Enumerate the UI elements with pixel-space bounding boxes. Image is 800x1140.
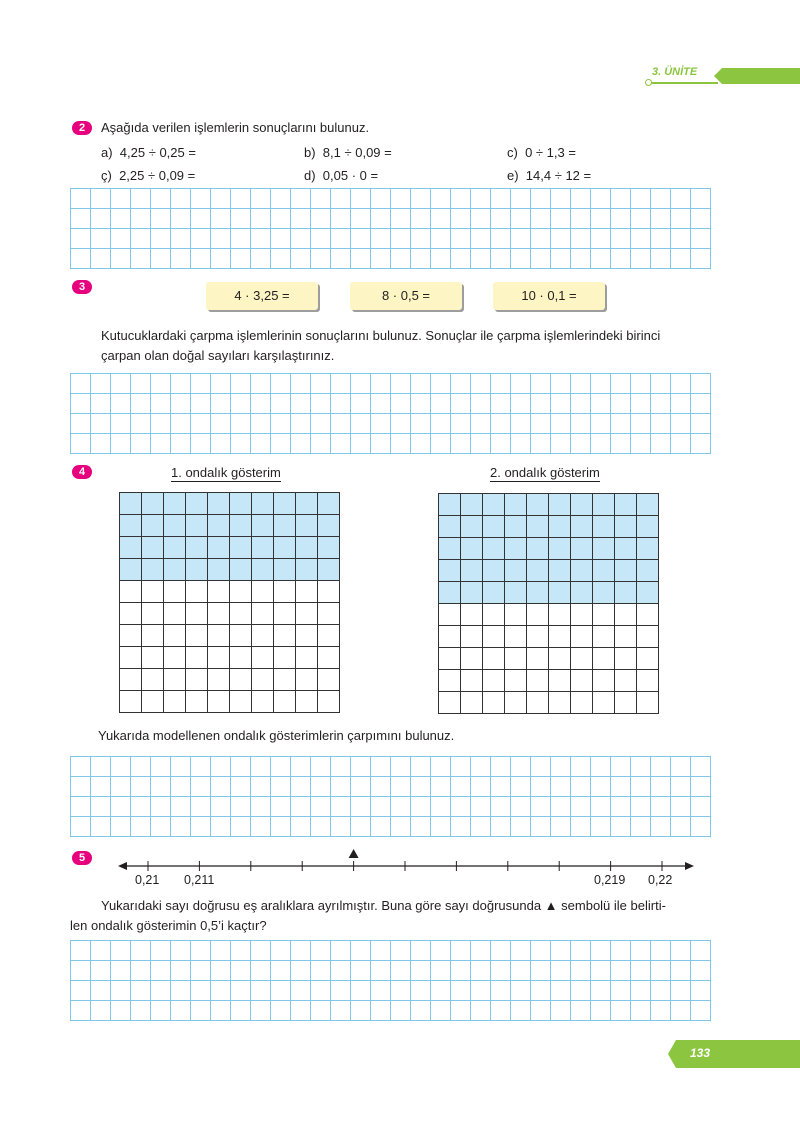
shaded-cell (615, 494, 637, 516)
empty-cell (615, 626, 637, 648)
empty-cell (142, 669, 164, 691)
empty-cell (296, 603, 318, 625)
answer-grid-q4[interactable] (70, 756, 711, 837)
shaded-cell (120, 493, 142, 515)
item-expression: 4,25 ÷ 0,25 = (119, 145, 196, 160)
empty-cell (120, 647, 142, 669)
shaded-cell (142, 515, 164, 537)
shaded-cell (296, 559, 318, 581)
shaded-cell (120, 515, 142, 537)
empty-cell (527, 626, 549, 648)
empty-cell (230, 647, 252, 669)
empty-cell (274, 669, 296, 691)
shaded-cell (615, 516, 637, 538)
empty-cell (615, 692, 637, 714)
shaded-cell (120, 559, 142, 581)
empty-cell (461, 692, 483, 714)
question-2-prompt: Aşağıda verilen işlemlerin sonuçlarını bulunuz. (101, 120, 370, 135)
empty-cell (571, 670, 593, 692)
item-expression: 0,05 · 0 = (322, 168, 379, 183)
triangle-marker-icon (349, 849, 359, 858)
item-expression: 2,25 ÷ 0,09 = (119, 168, 196, 183)
empty-cell (549, 670, 571, 692)
shaded-cell (637, 494, 659, 516)
empty-cell (120, 669, 142, 691)
empty-cell (593, 670, 615, 692)
shaded-cell (274, 493, 296, 515)
empty-cell (274, 691, 296, 713)
shaded-cell (208, 515, 230, 537)
shaded-cell (549, 538, 571, 560)
shaded-cell (549, 560, 571, 582)
shaded-cell (230, 493, 252, 515)
unit-dot-icon (645, 79, 652, 86)
empty-cell (637, 692, 659, 714)
answer-grid-q5[interactable] (70, 940, 711, 1021)
empty-cell (571, 648, 593, 670)
item-expression: 14,4 ÷ 12 = (525, 168, 592, 183)
empty-cell (120, 625, 142, 647)
empty-cell (164, 669, 186, 691)
empty-cell (571, 604, 593, 626)
question-5-text-line2: len ondalık gösterimin 0,5’i kaçtır? (70, 918, 267, 933)
shaded-cell (252, 559, 274, 581)
shaded-cell (439, 494, 461, 516)
shaded-cell (505, 582, 527, 604)
q2-item-d (304, 166, 378, 186)
q2-item-b (304, 143, 392, 163)
shaded-cell (186, 537, 208, 559)
empty-cell (637, 626, 659, 648)
empty-cell (208, 691, 230, 713)
empty-cell (142, 625, 164, 647)
shaded-cell (252, 493, 274, 515)
shaded-cell (571, 582, 593, 604)
unit-line (648, 82, 718, 84)
empty-cell (142, 581, 164, 603)
shaded-cell (208, 537, 230, 559)
empty-cell (296, 647, 318, 669)
question-5-number: 5 (72, 851, 92, 865)
shaded-cell (318, 515, 340, 537)
shaded-cell (483, 538, 505, 560)
shaded-cell (461, 538, 483, 560)
shaded-cell (296, 537, 318, 559)
decimal-model-1 (119, 492, 340, 713)
answer-grid-q2[interactable] (70, 188, 711, 269)
shaded-cell (230, 515, 252, 537)
empty-cell (274, 647, 296, 669)
item-letter: e) (507, 168, 519, 183)
empty-cell (439, 626, 461, 648)
number-line-label-2: 0,219 (594, 873, 626, 887)
number-line-label-1: 0,211 (184, 873, 215, 887)
empty-cell (142, 691, 164, 713)
shaded-cell (439, 560, 461, 582)
empty-cell (527, 692, 549, 714)
empty-cell (571, 626, 593, 648)
empty-cell (186, 625, 208, 647)
empty-cell (461, 604, 483, 626)
shaded-cell (142, 537, 164, 559)
shaded-cell (593, 560, 615, 582)
page-number: 133 (690, 1046, 711, 1060)
shaded-cell (549, 582, 571, 604)
empty-cell (296, 669, 318, 691)
shaded-cell (120, 537, 142, 559)
unit-tab (714, 68, 800, 84)
empty-cell (461, 626, 483, 648)
shaded-cell (527, 494, 549, 516)
empty-cell (549, 626, 571, 648)
empty-cell (120, 603, 142, 625)
shaded-cell (483, 516, 505, 538)
shaded-cell (527, 582, 549, 604)
empty-cell (318, 603, 340, 625)
empty-cell (252, 603, 274, 625)
shaded-cell (615, 538, 637, 560)
shaded-cell (615, 560, 637, 582)
shaded-cell (593, 582, 615, 604)
question-3-number: 3 (72, 280, 92, 294)
empty-cell (208, 647, 230, 669)
empty-cell (164, 625, 186, 647)
empty-cell (593, 626, 615, 648)
shaded-cell (186, 559, 208, 581)
empty-cell (549, 648, 571, 670)
item-letter: c) (507, 145, 518, 160)
shaded-cell (593, 538, 615, 560)
empty-cell (505, 648, 527, 670)
shaded-cell (252, 515, 274, 537)
expression-box-3: 10 · 0,1 = (493, 282, 605, 310)
empty-cell (230, 581, 252, 603)
shaded-cell (637, 582, 659, 604)
empty-cell (296, 625, 318, 647)
shaded-cell (593, 494, 615, 516)
empty-cell (186, 647, 208, 669)
empty-cell (296, 581, 318, 603)
arrow-right-icon (685, 862, 694, 870)
empty-cell (483, 648, 505, 670)
empty-cell (505, 626, 527, 648)
shaded-cell (615, 582, 637, 604)
item-letter: ç) (101, 168, 112, 183)
shaded-cell (318, 559, 340, 581)
empty-cell (142, 603, 164, 625)
shaded-cell (483, 560, 505, 582)
shaded-cell (571, 560, 593, 582)
empty-cell (483, 670, 505, 692)
shaded-cell (208, 559, 230, 581)
empty-cell (615, 604, 637, 626)
shaded-cell (439, 516, 461, 538)
shaded-cell (527, 516, 549, 538)
empty-cell (439, 648, 461, 670)
shaded-cell (186, 493, 208, 515)
shaded-cell (439, 538, 461, 560)
shaded-cell (549, 516, 571, 538)
question-3-text-line2: çarpan olan doğal sayıları karşılaştırınız. (101, 348, 335, 363)
question-4-number: 4 (72, 465, 92, 479)
question-3-text-line1: Kutucuklardaki çarpma işlemlerinin sonuçlarını bulunuz. Sonuçlar ile çarpma işlemlerindeki birinci (101, 328, 661, 343)
empty-cell (318, 647, 340, 669)
shaded-cell (208, 493, 230, 515)
empty-cell (208, 625, 230, 647)
shaded-cell (505, 516, 527, 538)
shaded-cell (483, 494, 505, 516)
empty-cell (252, 669, 274, 691)
empty-cell (120, 691, 142, 713)
shaded-cell (527, 538, 549, 560)
empty-cell (186, 603, 208, 625)
number-line-label-3: 0,22 (648, 873, 673, 887)
empty-cell (274, 625, 296, 647)
expression-box-2: 8 · 0,5 = (350, 282, 462, 310)
empty-cell (208, 603, 230, 625)
item-letter: b) (304, 145, 316, 160)
shaded-cell (549, 494, 571, 516)
empty-cell (318, 669, 340, 691)
shaded-cell (142, 493, 164, 515)
empty-cell (318, 581, 340, 603)
empty-cell (164, 691, 186, 713)
empty-cell (615, 648, 637, 670)
model-2-title: 2. ondalık gösterim (490, 465, 600, 480)
shaded-cell (505, 560, 527, 582)
shaded-cell (483, 582, 505, 604)
empty-cell (208, 581, 230, 603)
shaded-cell (230, 559, 252, 581)
empty-cell (505, 692, 527, 714)
empty-cell (120, 581, 142, 603)
q2-item-a (101, 143, 196, 163)
shaded-cell (461, 494, 483, 516)
empty-cell (483, 626, 505, 648)
empty-cell (230, 669, 252, 691)
q2-item-e (507, 166, 591, 186)
empty-cell (296, 691, 318, 713)
empty-cell (164, 647, 186, 669)
page-number-tab (668, 1040, 800, 1068)
empty-cell (615, 670, 637, 692)
empty-cell (461, 648, 483, 670)
empty-cell (186, 581, 208, 603)
empty-cell (637, 670, 659, 692)
question-2-number: 2 (72, 121, 92, 135)
shaded-cell (461, 582, 483, 604)
empty-cell (593, 604, 615, 626)
empty-cell (274, 603, 296, 625)
q2-item-cc (101, 166, 195, 186)
empty-cell (483, 604, 505, 626)
question-5-text-line1: Yukarıdaki sayı doğrusu eş aralıklara ayrılmıştır. Buna göre sayı doğrusunda ▲ sembolü ile belirti- (101, 898, 666, 913)
empty-cell (637, 648, 659, 670)
empty-cell (593, 648, 615, 670)
shaded-cell (461, 560, 483, 582)
empty-cell (593, 692, 615, 714)
empty-cell (230, 625, 252, 647)
empty-cell (252, 691, 274, 713)
shaded-cell (461, 516, 483, 538)
shaded-cell (505, 538, 527, 560)
shaded-cell (527, 560, 549, 582)
empty-cell (571, 692, 593, 714)
shaded-cell (318, 493, 340, 515)
empty-cell (318, 691, 340, 713)
number-line-label-0: 0,21 (135, 873, 160, 887)
empty-cell (186, 669, 208, 691)
empty-cell (483, 692, 505, 714)
shaded-cell (593, 516, 615, 538)
shaded-cell (296, 493, 318, 515)
answer-grid-q3[interactable] (70, 373, 711, 454)
empty-cell (186, 691, 208, 713)
unit-label: 3. ÜNİTE (652, 66, 698, 78)
empty-cell (230, 691, 252, 713)
empty-cell (164, 603, 186, 625)
shaded-cell (637, 560, 659, 582)
shaded-cell (296, 515, 318, 537)
empty-cell (527, 670, 549, 692)
empty-cell (549, 692, 571, 714)
empty-cell (505, 604, 527, 626)
shaded-cell (164, 515, 186, 537)
arrow-left-icon (118, 862, 127, 870)
empty-cell (505, 670, 527, 692)
expression-box-1: 4 · 3,25 = (206, 282, 318, 310)
shaded-cell (186, 515, 208, 537)
empty-cell (527, 648, 549, 670)
shaded-cell (637, 538, 659, 560)
shaded-cell (439, 582, 461, 604)
shaded-cell (571, 538, 593, 560)
shaded-cell (230, 537, 252, 559)
empty-cell (208, 669, 230, 691)
item-letter: a) (101, 145, 113, 160)
empty-cell (461, 670, 483, 692)
empty-cell (439, 692, 461, 714)
shaded-cell (571, 494, 593, 516)
shaded-cell (274, 559, 296, 581)
empty-cell (142, 647, 164, 669)
model-1-title: 1. ondalık gösterim (171, 465, 281, 480)
shaded-cell (252, 537, 274, 559)
empty-cell (252, 581, 274, 603)
item-expression: 0 ÷ 1,3 = (525, 145, 576, 160)
empty-cell (230, 603, 252, 625)
shaded-cell (274, 537, 296, 559)
shaded-cell (142, 559, 164, 581)
empty-cell (549, 604, 571, 626)
empty-cell (164, 581, 186, 603)
decimal-model-2 (438, 493, 659, 714)
shaded-cell (571, 516, 593, 538)
item-expression: 8,1 ÷ 0,09 = (322, 145, 392, 160)
shaded-cell (505, 494, 527, 516)
empty-cell (527, 604, 549, 626)
empty-cell (252, 647, 274, 669)
empty-cell (274, 581, 296, 603)
item-letter: d) (304, 168, 316, 183)
shaded-cell (164, 559, 186, 581)
empty-cell (439, 670, 461, 692)
empty-cell (318, 625, 340, 647)
shaded-cell (637, 516, 659, 538)
shaded-cell (164, 537, 186, 559)
shaded-cell (274, 515, 296, 537)
shaded-cell (164, 493, 186, 515)
empty-cell (252, 625, 274, 647)
empty-cell (439, 604, 461, 626)
shaded-cell (318, 537, 340, 559)
empty-cell (637, 604, 659, 626)
question-4-text: Yukarıda modellenen ondalık gösterimlerin çarpımını bulunuz. (98, 728, 455, 743)
q2-item-c (507, 143, 576, 163)
